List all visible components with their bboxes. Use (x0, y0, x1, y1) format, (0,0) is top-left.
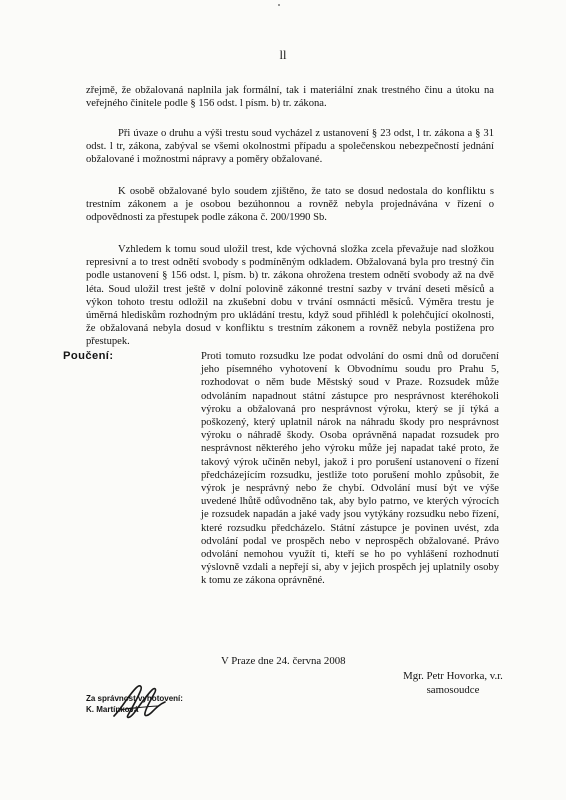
paragraph-sentence: Vzhledem k tomu soud uložil trest, kde výchovná složka zcela převažuje nad složkou represivní a to trest odnětí svobody s podmíněným odkladem. Obžalovaná byla pro trestný čin podle ustanovení § 156 odst. l, písm. b) tr. zákona ohrožena trestem odnětí svobody až na dvě léta. Soud uložil trest ještě v dolní polovině zákonné trestní sazby v trvání deseti měsíců a výkon tohoto trestu odložil na zkušební dobu v trvání osmnácti měsíců. Výměra trestu je úměrná hlediskům rozhodným pro ukládání trestu, když soud přihlédl k polehčující okolnosti, že obžalovaná nebyla dosud v konfliktu s trestním zákonem a rovněž nebyla postižena pro přestupek. (86, 244, 494, 348)
page-number: ll (279, 48, 287, 62)
judge-signature-block (383, 670, 523, 697)
instruction-text: Proti tomuto rozsudku lze podat odvolání do osmi dnů od doručení jeho písemného vyhotovení k Obvodnímu soudu pro Prahu 5, rozhodovat o něm bude Městský soud v Praze. Rozsudek může odvoláním napadnout státní zástupce pro nesprávnost kteréhokoli výroku a obžalovaná pro nesprávnost výroku, který se jí týká a poškozený, který uplatnil nárok na náhradu škody pro nesprávnost výroku o náhradě škody. Osoba oprávněná napadat rozsudek pro nesprávnost některého jeho výroku může jej napadat také proto, že takový výrok učiněn nebyl, jakož i pro porušení ustanovení o řízení předcházejícím rozsudku, jestliže toto porušení mohlo způsobit, že výrok je nesprávný nebo že chybí. Odvolání musí být ve výše uvedené lhůtě odůvodněno tak, aby bylo patrno, ve kterých výrocích je rozsudek napadán a jaké vady jsou vytýkány rozsudku nebo řízení, které rozsudku předcházelo. Státní zástupce je povinen uvést, zda odvolání podal ve prospěch nebo v neprospěch obžalované. Právo odvolání nemohou využít ti, kteří se ho po vyhlášení rozhodnutí výslovně vzdali a nepřejí si, aby v jejich prospěch jej uplatnily osoby k tomu ze zákona oprávněné. (201, 351, 499, 587)
handwritten-signature-icon (110, 682, 170, 724)
paragraph-sentencing-considerations: Při úvaze o druhu a výši trestu soud vycházel z ustanovení § 23 odst, l tr. zákona a § 31 odst. l tr, zákona, zabýval se všemi okolnostmi případu a společenskou nebezpečností jednání obžalované i možnostmi nápravy a poměry obžalované. (86, 128, 494, 166)
paragraph-defendant-record: K osobě obžalované bylo soudem zjištěno, že tato se dosud nedostala do konfliktu s trestním zákonem a je osobou bezúhonnou a rovněž nebyla projednávána v řízení o odpovědnosti za přestupek podle zákona č. 200/1990 Sb. (86, 186, 494, 224)
paragraph-conclusion: zřejmě, že obžalovaná naplnila jak formální, tak i materiální znak trestného činu a útoku na veřejného činitele podle § 156 odst. l písm. b) tr. zákona. (86, 85, 494, 110)
clerk-certification-line: Za správnost vyhotovení: (86, 694, 183, 703)
instruction-label: Poučení: (63, 350, 114, 362)
date-line: V Praze dne 24. června 2008 (221, 655, 346, 667)
judge-role: samosoudce (426, 683, 480, 696)
judge-name: Mgr. Petr Hovorka, v.r. (403, 670, 503, 682)
scan-speck (278, 4, 280, 6)
clerk-name: K. Martínková (86, 705, 139, 714)
